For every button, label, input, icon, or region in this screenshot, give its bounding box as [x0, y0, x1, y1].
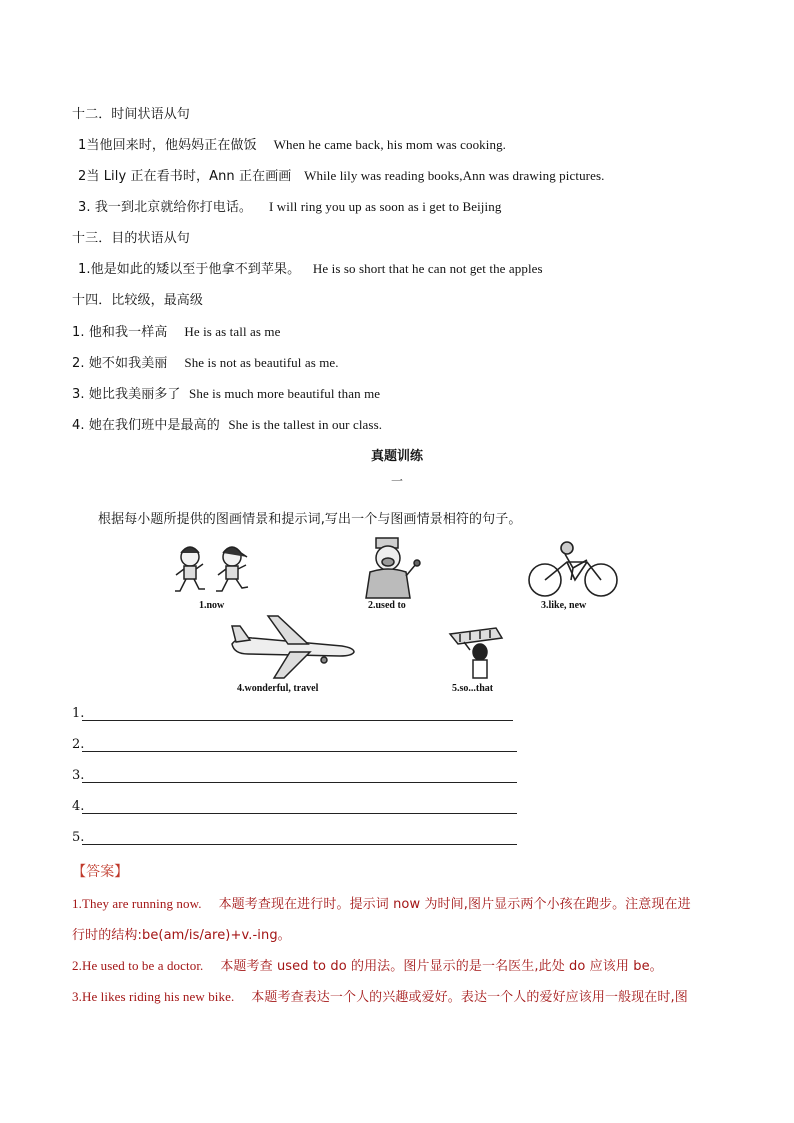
blank-number: 2. [72, 737, 85, 752]
answer-explanation: 本题考查表达一个人的兴趣或爱好。表达一个人的爱好应该用一般现在时,图 [251, 990, 688, 1005]
sentence-en: While lily was reading books,Ann was drawing pictures. [304, 168, 605, 183]
sentence-12-3 [78, 196, 501, 215]
sentence-cn: 3. 她比我美丽多了 [72, 387, 181, 402]
sentence-en: She is the tallest in our class. [228, 417, 383, 432]
sentence-12-2 [78, 165, 604, 184]
blank-line [82, 751, 517, 752]
answer-blank-2[interactable] [72, 737, 84, 752]
caption-2: 2.used to [368, 600, 406, 611]
caption-5: 5.so...that [452, 683, 494, 694]
section-13-heading: 十三．目的状语从句 [72, 231, 190, 246]
answer-blank-5[interactable] [72, 830, 84, 845]
sentence-cn: 3. 我一到北京就给你打电话。 [78, 200, 253, 215]
answer-3 [72, 986, 688, 1005]
blank-line [82, 782, 517, 783]
answer-blank-1[interactable] [72, 706, 84, 721]
sentence-cn: 1. 他和我一样高 [72, 325, 168, 340]
sentence-en: I will ring you up as soon as i get to Beijing [268, 199, 502, 214]
sentence-cn: 2. 她不如我美丽 [72, 356, 168, 371]
blank-number: 4. [72, 799, 85, 814]
blank-line [82, 813, 517, 814]
caption-3: 3.like, new [541, 600, 587, 611]
blank-number: 1. [72, 706, 85, 721]
section-12-heading: 十二．时间状语从句 [72, 107, 190, 122]
sentence-14-2 [72, 352, 339, 371]
sentence-cn: 4. 她在我们班中是最高的 [72, 418, 220, 433]
airplane-image [228, 614, 356, 680]
sentence-13-1 [78, 258, 543, 277]
sentence-cn: 2当 Lily 正在看书时，Ann 正在画画 [78, 169, 292, 184]
answer-blank-4[interactable] [72, 799, 84, 814]
answer-en: 1.They are running now. [72, 896, 202, 911]
practice-subtitle: 一 [390, 474, 403, 488]
answer-en: 2.He used to be a doctor. [72, 958, 204, 973]
practice-instruction: 根据每小题所提供的图画情景和提示词,写出一个与图画情景相符的句子。 [98, 512, 522, 527]
sentence-14-3 [72, 383, 380, 402]
sentence-14-1 [72, 321, 281, 340]
answer-explanation: 本题考查现在进行时。提示词 now 为时间,图片显示两个小孩在跑步。注意现在进 [218, 897, 691, 912]
short-person-image [446, 622, 506, 680]
answer-blank-3[interactable] [72, 768, 84, 783]
blank-number: 3. [72, 768, 85, 783]
answer-2 [72, 955, 663, 974]
sentence-14-4 [72, 414, 382, 433]
sentence-en: She is not as beautiful as me. [184, 355, 339, 370]
sentence-cn: 1当他回来时，他妈妈正在做饭 [78, 138, 257, 153]
cyclist-image [525, 538, 621, 600]
caption-1: 1.now [199, 600, 225, 611]
running-kids-image [170, 543, 270, 601]
answer-1 [72, 893, 691, 912]
caption-4: 4.wonderful, travel [237, 683, 319, 694]
answer-explanation: 本题考查 used to do 的用法。图片显示的是一名医生,此处 do 应该用 be。 [220, 959, 663, 974]
practice-title: 真题训练 [370, 449, 423, 464]
answer-heading: 【答案】 [72, 864, 129, 880]
blank-number: 5. [72, 830, 85, 845]
sentence-en: He is so short that he can not get the apples [312, 261, 543, 276]
blank-line [82, 844, 517, 845]
answer-1-continued: 行时的结构:be(am/is/are)+v.-ing。 [72, 928, 291, 943]
sentence-en: She is much more beautiful than me [189, 386, 381, 401]
answer-en: 3.He likes riding his new bike. [72, 989, 235, 1004]
blank-line [82, 720, 513, 721]
sentence-cn: 1.他是如此的矮以至于他拿不到苹果。 [78, 262, 301, 277]
sentence-en: He is as tall as me [184, 324, 281, 339]
section-14-heading: 十四．比较级，最高级 [72, 293, 204, 308]
doctor-image [358, 536, 426, 602]
sentence-12-1 [78, 134, 506, 153]
sentence-en: When he came back, his mom was cooking. [273, 137, 507, 152]
